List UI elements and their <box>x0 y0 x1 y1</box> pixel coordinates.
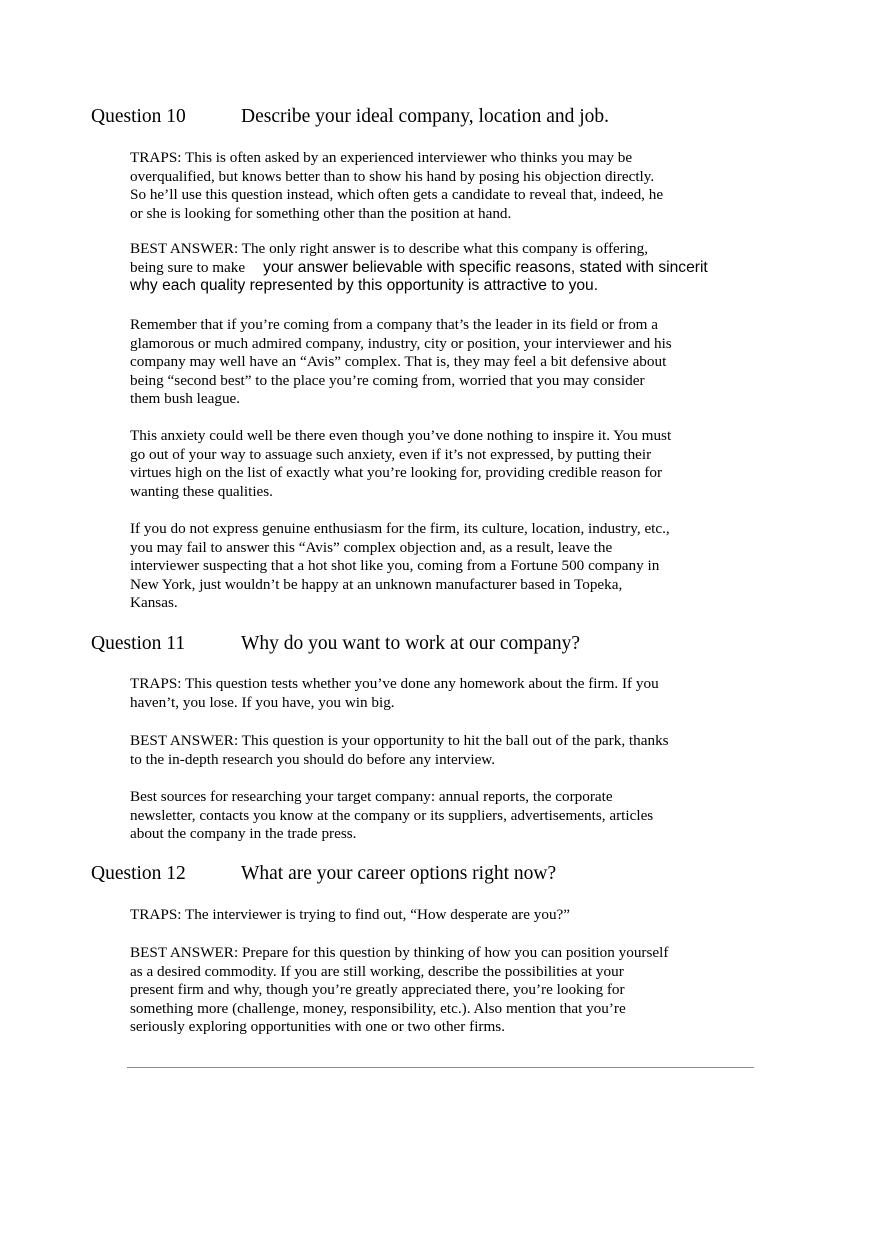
q11-best-answer-paragraph: BEST ANSWER: This question is your opportunity to hit the ball out of the park, thanks to the in-depth research you should do before any interview. <box>130 732 669 768</box>
q10-anxiety-paragraph: This anxiety could well be there even though you’ve done nothing to inspire it. You must go out of your way to assuage such anxiety, even if it’s not expressed, by putting their virtues high on the list of exactly what you’re looking for, providing credible reason for wanting these qualities. <box>130 427 672 500</box>
question-10-heading <box>91 105 609 129</box>
question-number: Question 11 <box>91 633 186 654</box>
q12-traps-paragraph: TRAPS: The interviewer is trying to find out, “How desperate are you?” <box>130 906 571 923</box>
q11-sources-paragraph: Best sources for researching your target company: annual reports, the corporate newsletter, contacts you know at the company or its suppliers, advertisements, articles about the company in the trade press. <box>130 788 654 842</box>
q10-enthusiasm-paragraph: If you do not express genuine enthusiasm for the firm, its culture, location, industry, etc., you may fail to answer this “Avis” complex objection and, as a result, leave the interviewer suspecting that a hot shot like you, coming from a Fortune 500 company in New York, just wouldn’t be happy at an unknown manufacturer based in Topeka, Kansas. <box>130 520 670 611</box>
q10-traps-paragraph: TRAPS: This is often asked by an experienced interviewer who thinks you may be overqualified, but knows better than to show his hand by posing his objection directly. So he’ll use this question instead, which often gets a candidate to reveal that, indeed, he or she is looking for something other than the position at hand. <box>130 149 664 222</box>
question-number: Question 10 <box>91 106 186 127</box>
question-11-heading <box>91 632 580 656</box>
q10-best-answer-line-1: BEST ANSWER: The only right answer is to describe what this company is offering, <box>130 240 648 257</box>
q10-avis-paragraph: Remember that if you’re coming from a company that’s the leader in its field or from a glamorous or much admired company, industry, city or position, your interviewer and his company may well have an “Avis” complex. That is, they may feel a bit defensive about being “second best” to the place you’re coming from, worried that you may consider them bush league. <box>130 316 672 407</box>
q10-best-answer-line-2-sans: your answer believable with specific reasons, stated with sincerit <box>263 259 708 276</box>
question-title: Describe your ideal company, location and job. <box>241 106 610 127</box>
q10-best-answer-line-2-serif: being sure to make <box>130 259 246 276</box>
question-title: Why do you want to work at our company? <box>241 633 581 654</box>
q10-best-answer-line-2 <box>130 259 708 278</box>
question-number: Question 12 <box>91 863 186 884</box>
q11-traps-paragraph: TRAPS: This question tests whether you’ve done any homework about the firm. If you haven’t, you lose. If you have, you win big. <box>130 675 659 711</box>
question-title: What are your career options right now? <box>241 863 557 884</box>
q12-best-answer-paragraph: BEST ANSWER: Prepare for this question by thinking of how you can position yourself as a desired commodity. If you are still working, describe the possibilities at your present firm and why, though you’re greatly appreciated there, you’re looking for something more (challenge, money, responsibility, etc.). Also mention that you’re seriously exploring opportunities with one or two other firms. <box>130 944 669 1035</box>
footer-divider <box>127 1067 754 1068</box>
q10-best-answer-line-3: why each quality represented by this opportunity is attractive to you. <box>130 277 599 294</box>
question-12-heading <box>91 862 556 886</box>
